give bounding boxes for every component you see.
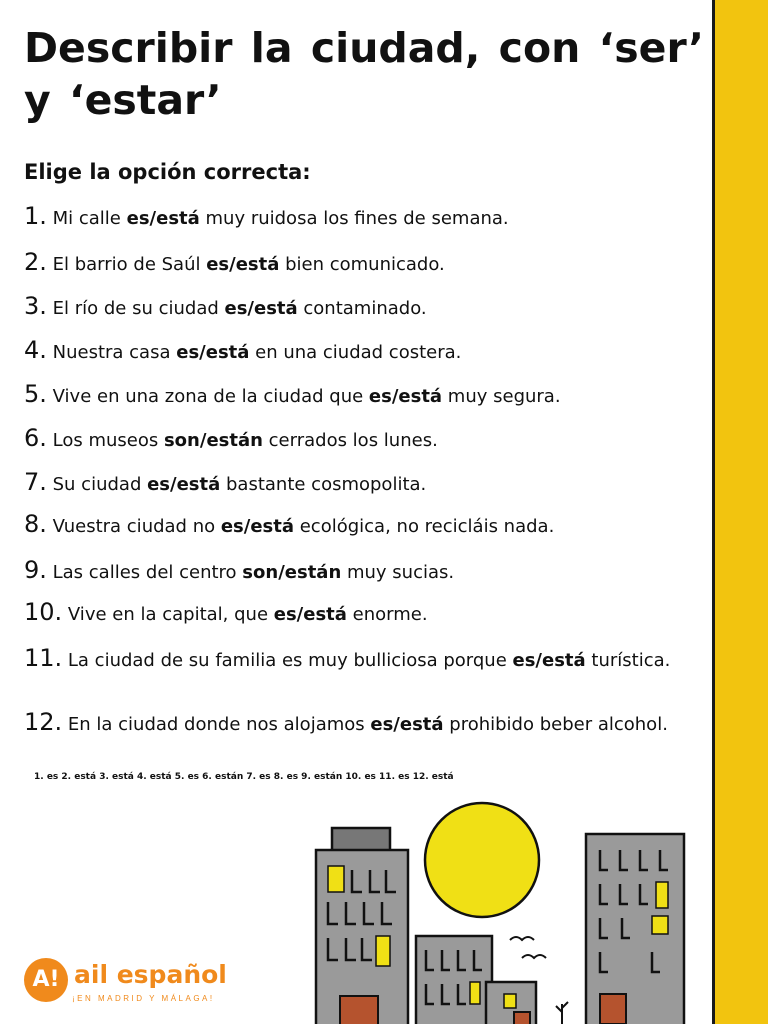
exercise-text-before: Vive en una zona de la ciudad que xyxy=(46,386,369,407)
exercise-text-after: turística. xyxy=(585,650,671,671)
logo-badge-icon: A! xyxy=(24,958,68,1002)
exercise-text-before: Su ciudad xyxy=(46,474,148,495)
exercise-number: 1. xyxy=(24,202,47,230)
exercise-text-after: muy sucias. xyxy=(341,562,455,583)
exercise-text-after: bien comunicado. xyxy=(279,254,445,275)
exercise-text-before: El río de su ciudad xyxy=(46,298,225,319)
exercise-text-after: muy ruidosa los fines de semana. xyxy=(199,208,509,229)
exercise-text-before: El barrio de Saúl xyxy=(46,254,207,275)
exercise-item xyxy=(24,292,688,320)
exercise-option: es/está xyxy=(512,650,586,671)
exercise-item xyxy=(24,510,688,538)
exercise-text-after: contaminado. xyxy=(297,298,427,319)
exercise-item xyxy=(24,380,688,408)
logo-name: ail español xyxy=(74,960,227,989)
exercise-option: es/está xyxy=(368,386,443,407)
door xyxy=(514,1012,530,1024)
exercise-number: 3. xyxy=(24,292,47,320)
building-chimney xyxy=(332,828,390,852)
exercise-item xyxy=(24,248,688,276)
answer-key: 1. es 2. está 3. está 4. está 5. es 6. están 7. es 8. es 9. están 10. es 11. es 12. está xyxy=(34,772,454,782)
window-lit xyxy=(376,936,390,966)
exercise-item xyxy=(24,556,688,584)
brand-logo xyxy=(24,958,244,1008)
window-lit xyxy=(652,916,668,934)
exercise-text-before: En la ciudad donde nos alojamos xyxy=(62,714,371,735)
exercise-option: son/están xyxy=(242,562,342,583)
worksheet-title: Describir la ciudad, con ‘ser’ y ‘estar’ xyxy=(24,24,704,124)
exercise-option: es/está xyxy=(176,342,250,363)
exercise-number: 7. xyxy=(24,468,47,496)
exercise-text-before: Nuestra casa xyxy=(46,342,177,363)
window-lit xyxy=(504,994,516,1008)
exercise-text-before: Los museos xyxy=(46,430,164,451)
exercise-number: 6. xyxy=(24,424,47,452)
exercise-text-before: Las calles del centro xyxy=(46,562,243,583)
exercise-number: 8. xyxy=(24,510,47,538)
sun-shape xyxy=(425,803,539,917)
city-illustration xyxy=(300,790,700,1024)
instruction-heading: Elige la opción correcta: xyxy=(24,160,311,184)
bird-shape xyxy=(522,955,546,958)
exercise-text-before: Vive en la capital, que xyxy=(62,604,274,625)
exercise-option: es/está xyxy=(370,714,444,735)
window-lit xyxy=(656,882,668,908)
exercise-number: 5. xyxy=(24,380,47,408)
exercise-number: 2. xyxy=(24,248,47,276)
sprout-shape xyxy=(556,1002,568,1024)
exercise-item xyxy=(24,598,688,626)
exercise-text-after: en una ciudad costera. xyxy=(249,342,462,363)
exercise-item xyxy=(24,202,688,230)
exercise-option: es/está xyxy=(126,208,200,229)
exercise-option: es/está xyxy=(206,254,280,275)
exercise-number: 9. xyxy=(24,556,47,584)
building-middle xyxy=(416,936,492,1024)
side-accent-bar xyxy=(712,0,768,1024)
exercise-text-after: bastante cosmopolita. xyxy=(220,474,427,495)
exercise-text-after: ecológica, no recicláis nada. xyxy=(294,516,555,537)
exercise-text-after: prohibido beber alcohol. xyxy=(443,714,668,735)
door xyxy=(600,994,626,1024)
exercise-item xyxy=(24,468,688,496)
exercise-text-before: Vuestra ciudad no xyxy=(46,516,221,537)
window-lit xyxy=(470,982,480,1004)
exercise-option: es/está xyxy=(224,298,298,319)
exercise-option: son/están xyxy=(163,430,263,451)
door xyxy=(340,996,378,1024)
exercise-option: es/está xyxy=(147,474,221,495)
exercise-number: 4. xyxy=(24,336,47,364)
exercise-option: es/está xyxy=(220,516,295,537)
exercise-text-after: cerrados los lunes. xyxy=(262,430,438,451)
window-lit xyxy=(328,866,344,892)
exercise-item xyxy=(24,708,688,736)
exercise-item xyxy=(24,424,688,452)
exercise-text-before: La ciudad de su familia es muy bulliciosa porque xyxy=(62,650,513,671)
bird-shape xyxy=(510,937,534,940)
exercise-text-after: muy segura. xyxy=(442,386,561,407)
exercise-number: 10. xyxy=(24,598,63,626)
exercise-item xyxy=(24,336,688,364)
exercise-number: 11. xyxy=(24,644,63,672)
exercise-text-after: enorme. xyxy=(346,604,428,625)
logo-tagline: ¡EN MADRID Y MÁLAGA! xyxy=(72,994,215,1003)
exercise-text-before: Mi calle xyxy=(46,208,127,229)
exercise-number: 12. xyxy=(24,708,63,736)
exercise-option: es/está xyxy=(273,604,347,625)
exercise-item xyxy=(24,644,688,672)
